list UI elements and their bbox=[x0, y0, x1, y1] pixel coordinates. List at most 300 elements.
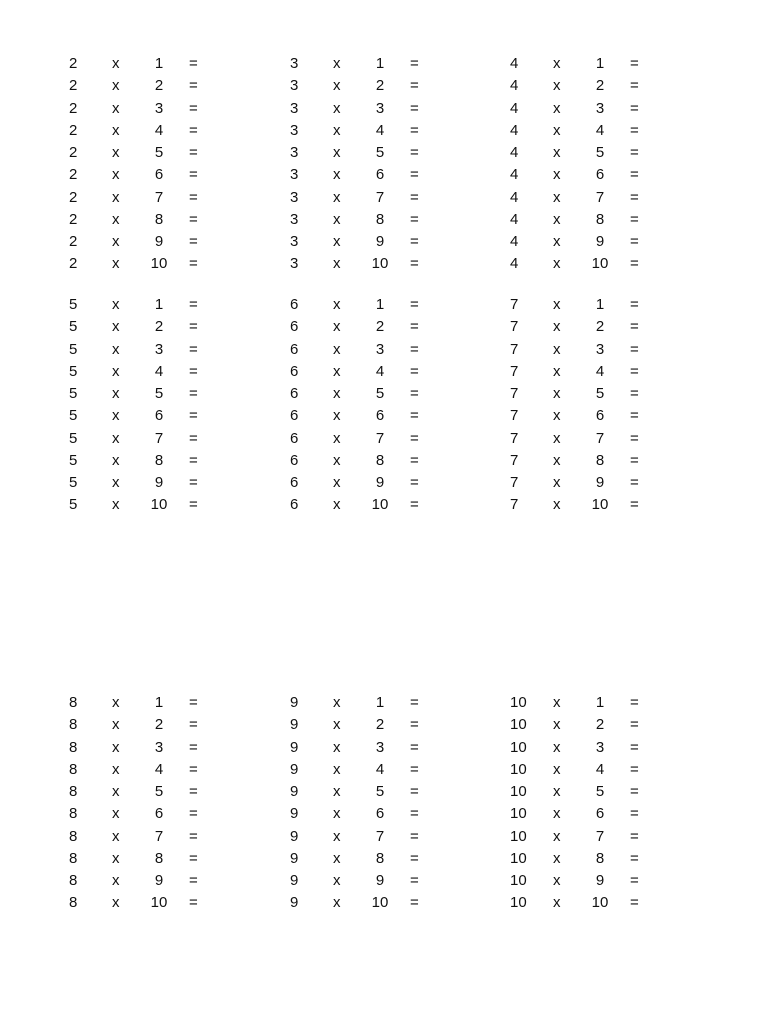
multiplier: 1 bbox=[595, 55, 605, 72]
multiplicand: 2 bbox=[69, 121, 78, 139]
multiplier: 4 bbox=[595, 121, 605, 139]
multiplier: 9 bbox=[595, 474, 605, 491]
equation-row bbox=[510, 472, 710, 494]
multiplier: 10 bbox=[371, 894, 389, 912]
equals-sign: = bbox=[189, 429, 198, 447]
multiplier: 9 bbox=[595, 872, 605, 889]
equals-sign: = bbox=[189, 318, 198, 336]
multiplier: 7 bbox=[154, 188, 164, 206]
equation-row bbox=[69, 142, 269, 164]
equation-row bbox=[69, 450, 269, 472]
multiplier: 3 bbox=[154, 99, 164, 117]
equals-sign: = bbox=[189, 760, 198, 778]
equation-row bbox=[290, 361, 490, 383]
multiplier: 2 bbox=[375, 318, 385, 336]
multiplier: 1 bbox=[375, 55, 385, 72]
multiplier: 6 bbox=[595, 166, 605, 184]
equation-row bbox=[290, 339, 490, 361]
multiply-sign: x bbox=[112, 894, 120, 912]
equation-row bbox=[290, 826, 490, 848]
multiplicand: 6 bbox=[290, 407, 299, 425]
multiplier: 10 bbox=[591, 255, 609, 273]
equation-row bbox=[290, 187, 490, 209]
multiplicand: 7 bbox=[510, 318, 519, 336]
equals-sign: = bbox=[410, 99, 419, 117]
multiply-sign: x bbox=[553, 144, 561, 161]
equals-sign: = bbox=[410, 144, 419, 161]
multiplicand: 7 bbox=[510, 385, 519, 402]
multiplier: 9 bbox=[154, 474, 164, 491]
equation-row bbox=[69, 759, 269, 781]
multiply-sign: x bbox=[333, 188, 341, 206]
multiplier: 4 bbox=[154, 760, 164, 778]
equals-sign: = bbox=[189, 210, 198, 228]
equation-row bbox=[290, 472, 490, 494]
multiply-sign: x bbox=[553, 233, 561, 250]
multiplier: 9 bbox=[154, 872, 164, 889]
multiplier: 4 bbox=[375, 760, 385, 778]
times-table-block-8 bbox=[69, 692, 269, 915]
multiplicand: 4 bbox=[510, 121, 519, 139]
multiply-sign: x bbox=[553, 783, 561, 800]
equation-row bbox=[290, 428, 490, 450]
equation-row bbox=[290, 759, 490, 781]
multiplicand: 6 bbox=[290, 429, 299, 447]
multiplicand: 3 bbox=[290, 99, 299, 117]
multiplicand: 3 bbox=[290, 121, 299, 139]
equation-row bbox=[290, 892, 490, 914]
multiplicand: 3 bbox=[290, 55, 299, 72]
equation-row bbox=[290, 316, 490, 338]
equation-row bbox=[69, 339, 269, 361]
equation-row bbox=[69, 494, 269, 516]
multiplier: 2 bbox=[595, 318, 605, 336]
equation-row bbox=[290, 692, 490, 714]
multiplicand: 7 bbox=[510, 474, 519, 491]
multiplicand: 5 bbox=[69, 474, 78, 491]
equation-row bbox=[510, 53, 710, 75]
multiply-sign: x bbox=[553, 210, 561, 228]
multiply-sign: x bbox=[112, 849, 120, 867]
equation-row bbox=[510, 120, 710, 142]
multiplier: 1 bbox=[154, 55, 164, 72]
equals-sign: = bbox=[189, 166, 198, 184]
multiplicand: 9 bbox=[290, 694, 299, 711]
multiplier: 7 bbox=[595, 188, 605, 206]
equation-row bbox=[510, 494, 710, 516]
equation-row bbox=[510, 892, 710, 914]
multiply-sign: x bbox=[553, 166, 561, 184]
equation-row bbox=[290, 75, 490, 97]
multiplier: 6 bbox=[154, 805, 164, 823]
multiplier: 1 bbox=[154, 296, 164, 313]
equation-row bbox=[510, 848, 710, 870]
multiplicand: 8 bbox=[69, 872, 78, 889]
equals-sign: = bbox=[630, 827, 639, 845]
multiplicand: 3 bbox=[290, 210, 299, 228]
multiplier: 7 bbox=[595, 429, 605, 447]
equation-row bbox=[69, 714, 269, 736]
multiplicand: 2 bbox=[69, 188, 78, 206]
multiplier: 6 bbox=[595, 805, 605, 823]
equation-row bbox=[290, 803, 490, 825]
multiply-sign: x bbox=[112, 805, 120, 823]
equals-sign: = bbox=[410, 783, 419, 800]
multiplier: 1 bbox=[595, 296, 605, 313]
multiply-sign: x bbox=[553, 738, 561, 756]
multiplicand: 10 bbox=[510, 738, 527, 756]
equals-sign: = bbox=[630, 407, 639, 425]
equation-row bbox=[290, 450, 490, 472]
equals-sign: = bbox=[410, 760, 419, 778]
equals-sign: = bbox=[630, 894, 639, 912]
multiplier: 2 bbox=[595, 77, 605, 95]
equation-row bbox=[69, 781, 269, 803]
multiplier: 10 bbox=[150, 496, 168, 514]
multiply-sign: x bbox=[333, 121, 341, 139]
multiplier: 6 bbox=[595, 407, 605, 425]
multiplicand: 2 bbox=[69, 77, 78, 95]
equals-sign: = bbox=[189, 55, 198, 72]
multiply-sign: x bbox=[112, 255, 120, 273]
equals-sign: = bbox=[630, 121, 639, 139]
equals-sign: = bbox=[410, 362, 419, 380]
multiplicand: 2 bbox=[69, 99, 78, 117]
equals-sign: = bbox=[189, 99, 198, 117]
multiplier: 9 bbox=[375, 872, 385, 889]
multiply-sign: x bbox=[553, 805, 561, 823]
equals-sign: = bbox=[189, 738, 198, 756]
multiplicand: 7 bbox=[510, 496, 519, 514]
multiply-sign: x bbox=[112, 474, 120, 491]
multiplier: 9 bbox=[375, 474, 385, 491]
equals-sign: = bbox=[630, 233, 639, 250]
equals-sign: = bbox=[410, 166, 419, 184]
multiplier: 3 bbox=[154, 738, 164, 756]
multiplier: 3 bbox=[595, 738, 605, 756]
multiply-sign: x bbox=[333, 255, 341, 273]
multiply-sign: x bbox=[333, 738, 341, 756]
multiply-sign: x bbox=[553, 296, 561, 313]
multiply-sign: x bbox=[553, 188, 561, 206]
equals-sign: = bbox=[630, 99, 639, 117]
multiplicand: 4 bbox=[510, 233, 519, 250]
equation-row bbox=[69, 826, 269, 848]
equation-row bbox=[69, 231, 269, 253]
multiplier: 4 bbox=[154, 121, 164, 139]
multiply-sign: x bbox=[112, 55, 120, 72]
multiplicand: 8 bbox=[69, 760, 78, 778]
multiplicand: 8 bbox=[69, 694, 78, 711]
equation-row bbox=[290, 737, 490, 759]
equation-row bbox=[510, 98, 710, 120]
multiplicand: 4 bbox=[510, 144, 519, 161]
multiplicand: 5 bbox=[69, 362, 78, 380]
multiplicand: 7 bbox=[510, 429, 519, 447]
equation-row bbox=[510, 361, 710, 383]
equation-row bbox=[69, 692, 269, 714]
multiplier: 5 bbox=[154, 783, 164, 800]
equation-row bbox=[69, 472, 269, 494]
equals-sign: = bbox=[410, 496, 419, 514]
multiply-sign: x bbox=[333, 827, 341, 845]
equals-sign: = bbox=[410, 805, 419, 823]
multiplicand: 9 bbox=[290, 760, 299, 778]
equals-sign: = bbox=[189, 805, 198, 823]
multiplier: 3 bbox=[375, 738, 385, 756]
multiply-sign: x bbox=[333, 760, 341, 778]
equals-sign: = bbox=[410, 451, 419, 469]
multiply-sign: x bbox=[333, 407, 341, 425]
multiply-sign: x bbox=[333, 805, 341, 823]
multiply-sign: x bbox=[553, 429, 561, 447]
multiply-sign: x bbox=[112, 188, 120, 206]
multiply-sign: x bbox=[553, 255, 561, 273]
multiplier: 5 bbox=[375, 385, 385, 402]
equals-sign: = bbox=[630, 429, 639, 447]
equation-row bbox=[510, 714, 710, 736]
equation-row bbox=[69, 53, 269, 75]
equation-row bbox=[510, 294, 710, 316]
multiplicand: 7 bbox=[510, 362, 519, 380]
multiplicand: 9 bbox=[290, 872, 299, 889]
multiplicand: 8 bbox=[69, 827, 78, 845]
multiplier: 5 bbox=[375, 783, 385, 800]
multiply-sign: x bbox=[333, 55, 341, 72]
equation-row bbox=[290, 294, 490, 316]
multiplicand: 2 bbox=[69, 233, 78, 250]
multiplicand: 2 bbox=[69, 210, 78, 228]
multiplicand: 6 bbox=[290, 451, 299, 469]
equals-sign: = bbox=[630, 144, 639, 161]
multiply-sign: x bbox=[112, 166, 120, 184]
multiplicand: 10 bbox=[510, 872, 527, 889]
times-table-block-3 bbox=[290, 53, 490, 276]
equation-row bbox=[290, 781, 490, 803]
multiplicand: 8 bbox=[69, 805, 78, 823]
multiplier: 8 bbox=[375, 849, 385, 867]
equals-sign: = bbox=[630, 694, 639, 711]
equals-sign: = bbox=[410, 474, 419, 491]
equation-row bbox=[290, 231, 490, 253]
multiply-sign: x bbox=[553, 121, 561, 139]
multiplicand: 5 bbox=[69, 451, 78, 469]
equation-row bbox=[510, 209, 710, 231]
equals-sign: = bbox=[189, 296, 198, 313]
multiply-sign: x bbox=[553, 872, 561, 889]
multiply-sign: x bbox=[553, 407, 561, 425]
equals-sign: = bbox=[630, 783, 639, 800]
equation-row bbox=[69, 98, 269, 120]
multiplicand: 8 bbox=[69, 738, 78, 756]
equals-sign: = bbox=[410, 340, 419, 358]
equals-sign: = bbox=[189, 385, 198, 402]
multiplier: 8 bbox=[375, 451, 385, 469]
equation-row bbox=[290, 383, 490, 405]
multiplier: 10 bbox=[591, 894, 609, 912]
equation-row bbox=[69, 848, 269, 870]
multiplicand: 4 bbox=[510, 255, 519, 273]
equals-sign: = bbox=[410, 318, 419, 336]
multiplicand: 6 bbox=[290, 474, 299, 491]
multiplicand: 10 bbox=[510, 694, 527, 711]
multiplier: 2 bbox=[154, 77, 164, 95]
equation-row bbox=[69, 294, 269, 316]
equation-row bbox=[69, 803, 269, 825]
multiply-sign: x bbox=[112, 738, 120, 756]
multiplier: 4 bbox=[595, 362, 605, 380]
multiplier: 8 bbox=[595, 849, 605, 867]
equation-row bbox=[290, 714, 490, 736]
multiply-sign: x bbox=[333, 340, 341, 358]
multiplier: 7 bbox=[595, 827, 605, 845]
times-table-block-5 bbox=[69, 294, 269, 517]
equation-row bbox=[290, 98, 490, 120]
multiplicand: 5 bbox=[69, 340, 78, 358]
multiplicand: 3 bbox=[290, 77, 299, 95]
multiply-sign: x bbox=[112, 694, 120, 711]
equals-sign: = bbox=[189, 121, 198, 139]
multiplicand: 9 bbox=[290, 783, 299, 800]
multiply-sign: x bbox=[112, 760, 120, 778]
multiplicand: 10 bbox=[510, 805, 527, 823]
multiplier: 2 bbox=[375, 77, 385, 95]
equals-sign: = bbox=[189, 144, 198, 161]
multiply-sign: x bbox=[333, 210, 341, 228]
multiplier: 1 bbox=[595, 694, 605, 711]
multiply-sign: x bbox=[553, 694, 561, 711]
equals-sign: = bbox=[630, 210, 639, 228]
multiplicand: 2 bbox=[69, 255, 78, 273]
times-table-block-7 bbox=[510, 294, 710, 517]
multiply-sign: x bbox=[333, 783, 341, 800]
multiplicand: 6 bbox=[290, 296, 299, 313]
multiply-sign: x bbox=[553, 849, 561, 867]
equation-row bbox=[510, 781, 710, 803]
multiplier: 1 bbox=[375, 296, 385, 313]
multiply-sign: x bbox=[333, 474, 341, 491]
multiplicand: 6 bbox=[290, 362, 299, 380]
multiply-sign: x bbox=[112, 99, 120, 117]
multiplier: 7 bbox=[375, 827, 385, 845]
equation-row bbox=[510, 75, 710, 97]
equals-sign: = bbox=[410, 233, 419, 250]
equals-sign: = bbox=[410, 429, 419, 447]
multiply-sign: x bbox=[112, 121, 120, 139]
multiplier: 3 bbox=[595, 340, 605, 358]
multiplier: 1 bbox=[154, 694, 164, 711]
equation-row bbox=[69, 253, 269, 275]
multiplier: 6 bbox=[375, 805, 385, 823]
multiply-sign: x bbox=[333, 318, 341, 336]
multiplicand: 9 bbox=[290, 827, 299, 845]
multiply-sign: x bbox=[333, 694, 341, 711]
multiplier: 8 bbox=[595, 451, 605, 469]
equals-sign: = bbox=[630, 340, 639, 358]
multiplier: 7 bbox=[154, 429, 164, 447]
multiplier: 10 bbox=[591, 496, 609, 514]
multiplier: 6 bbox=[154, 166, 164, 184]
multiply-sign: x bbox=[112, 716, 120, 734]
multiplicand: 9 bbox=[290, 805, 299, 823]
multiplier: 5 bbox=[595, 144, 605, 161]
multiplier: 8 bbox=[154, 451, 164, 469]
equation-row bbox=[510, 692, 710, 714]
multiply-sign: x bbox=[112, 340, 120, 358]
multiplier: 10 bbox=[150, 894, 168, 912]
equals-sign: = bbox=[630, 872, 639, 889]
multiplier: 2 bbox=[154, 716, 164, 734]
multiplier: 6 bbox=[375, 407, 385, 425]
equation-row bbox=[510, 142, 710, 164]
multiplicand: 9 bbox=[290, 716, 299, 734]
multiplicand: 4 bbox=[510, 99, 519, 117]
equals-sign: = bbox=[410, 121, 419, 139]
equals-sign: = bbox=[189, 496, 198, 514]
equation-row bbox=[69, 120, 269, 142]
multiply-sign: x bbox=[112, 318, 120, 336]
equation-row bbox=[510, 405, 710, 427]
multiply-sign: x bbox=[553, 77, 561, 95]
equation-row bbox=[290, 405, 490, 427]
equals-sign: = bbox=[410, 188, 419, 206]
multiplicand: 3 bbox=[290, 166, 299, 184]
multiply-sign: x bbox=[553, 362, 561, 380]
equals-sign: = bbox=[630, 738, 639, 756]
multiplier: 5 bbox=[595, 783, 605, 800]
multiplier: 2 bbox=[375, 716, 385, 734]
equation-row bbox=[510, 870, 710, 892]
equals-sign: = bbox=[630, 362, 639, 380]
equals-sign: = bbox=[630, 849, 639, 867]
multiplicand: 7 bbox=[510, 296, 519, 313]
multiplicand: 5 bbox=[69, 429, 78, 447]
multiply-sign: x bbox=[553, 894, 561, 912]
multiplicand: 4 bbox=[510, 55, 519, 72]
multiplicand: 10 bbox=[510, 783, 527, 800]
times-table-block-9 bbox=[290, 692, 490, 915]
multiply-sign: x bbox=[553, 318, 561, 336]
multiply-sign: x bbox=[112, 233, 120, 250]
equals-sign: = bbox=[189, 407, 198, 425]
multiply-sign: x bbox=[112, 407, 120, 425]
equals-sign: = bbox=[189, 872, 198, 889]
multiplicand: 8 bbox=[69, 894, 78, 912]
equals-sign: = bbox=[630, 716, 639, 734]
multiply-sign: x bbox=[112, 451, 120, 469]
equation-row bbox=[510, 164, 710, 186]
multiply-sign: x bbox=[112, 429, 120, 447]
multiplier: 8 bbox=[375, 210, 385, 228]
multiplicand: 6 bbox=[290, 340, 299, 358]
equals-sign: = bbox=[410, 296, 419, 313]
multiplicand: 4 bbox=[510, 188, 519, 206]
multiplier: 10 bbox=[371, 496, 389, 514]
equals-sign: = bbox=[410, 716, 419, 734]
multiply-sign: x bbox=[333, 77, 341, 95]
multiplier: 9 bbox=[375, 233, 385, 250]
equals-sign: = bbox=[189, 694, 198, 711]
multiplier: 6 bbox=[154, 407, 164, 425]
multiplier: 5 bbox=[595, 385, 605, 402]
equals-sign: = bbox=[630, 166, 639, 184]
multiplicand: 2 bbox=[69, 55, 78, 72]
multiply-sign: x bbox=[112, 77, 120, 95]
equation-row bbox=[290, 53, 490, 75]
multiply-sign: x bbox=[112, 496, 120, 514]
multiplier: 4 bbox=[154, 362, 164, 380]
multiply-sign: x bbox=[112, 210, 120, 228]
